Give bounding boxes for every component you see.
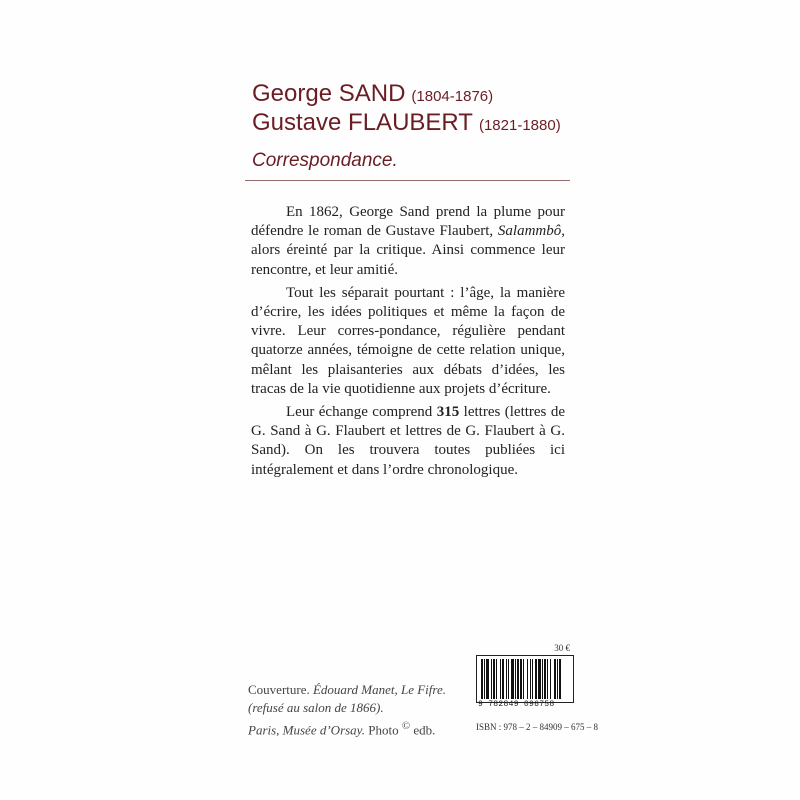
barcode-icon xyxy=(476,655,574,703)
author-flaubert xyxy=(252,109,592,138)
barcode-bars xyxy=(477,656,573,702)
isbn-label: ISBN : 978 – 2 – 84909 – 675 – 8 xyxy=(476,722,599,732)
blurb-paragraph-3: Leur échange comprend 315 lettres (lettres de G. Sand à G. Flaubert et lettres de G. Flaubert à G. Sand). On les trouvera toutes publiées ici intégralement et dans l’ordre chronologique. xyxy=(251,404,565,478)
credits-painting: Édouard Manet, Le Fifre. xyxy=(312,682,446,697)
blurb xyxy=(251,203,565,484)
blurb-paragraph-1: En 1862, George Sand prend la plume pour défendre le roman de Gustave Flaubert, Salammbô, alors éreinté par la critique. Ainsi commence leur rencontre, et leur amitié. xyxy=(251,204,565,278)
credits-photographer: edb. xyxy=(413,722,436,738)
title-divider xyxy=(245,180,570,181)
price-label: 30 € xyxy=(554,643,570,653)
author-dates: (1821-1880) xyxy=(478,117,561,134)
book-subtitle: Correspondance. xyxy=(252,150,398,171)
author-sand xyxy=(252,80,592,109)
credits-refused: (refusé au salon de 1866). xyxy=(248,700,384,715)
cover-credits xyxy=(248,681,468,739)
barcode-digits: 9 782849 096758 xyxy=(478,700,555,709)
author-name: George SAND xyxy=(252,80,406,107)
novel-title: Salammbô xyxy=(497,223,562,240)
author-name: Gustave FLAUBERT xyxy=(252,109,473,136)
authors-block xyxy=(252,80,592,138)
letter-count: 315 xyxy=(436,404,460,421)
copyright-symbol: © xyxy=(401,720,411,732)
blurb-paragraph-2: Tout les séparait pourtant : l’âge, la manière d’écrire, les idées politiques et même la façon de vivre. Leur corres-pondance, régulière pendant quatorze années, témoigne de cette relation unique, mêlant les plaisanteries aux débats d’idées, les tracas de la vie quotidienne aux projets d’écriture. xyxy=(251,284,565,397)
credits-photo-label: Photo xyxy=(368,722,399,738)
author-dates: (1804-1876) xyxy=(411,88,494,105)
credits-museum: Paris, Musée d’Orsay. xyxy=(248,722,365,738)
credits-label: Couverture. xyxy=(248,682,310,697)
